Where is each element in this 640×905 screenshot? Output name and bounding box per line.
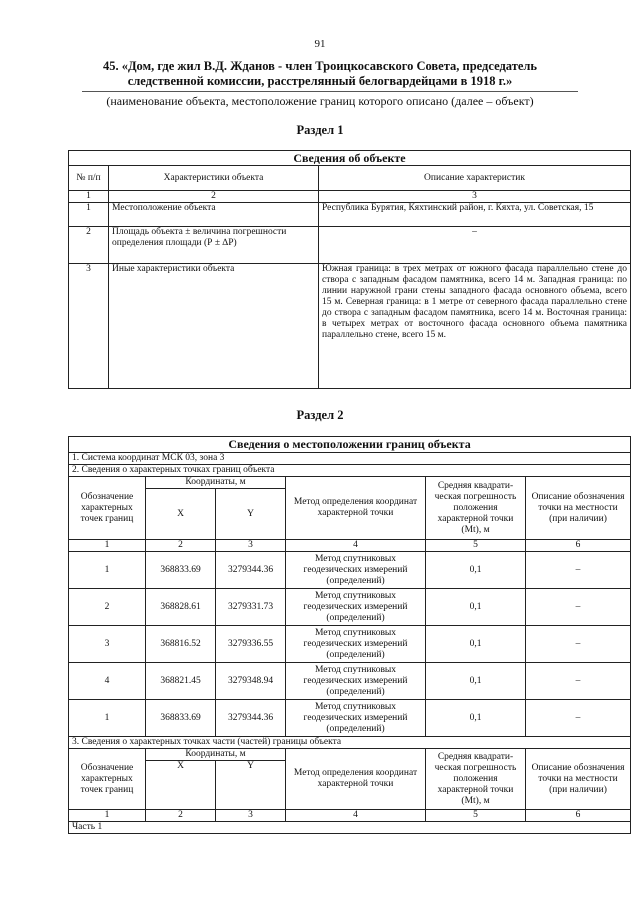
- col-header-characteristic: Характеристики объекта: [109, 166, 319, 191]
- part-header-coords: Координаты, м: [146, 749, 286, 761]
- part-header-description: Описание обозначения точки на местности (при наличии): [526, 749, 631, 810]
- point-method: Метод спутниковых геодезических измерений (определений): [286, 626, 426, 663]
- col-number: 3: [216, 540, 286, 552]
- point-name: 1: [69, 552, 146, 589]
- col-number: 1: [69, 191, 109, 203]
- part-label: Часть 1: [69, 822, 631, 834]
- col-number: 3: [319, 191, 631, 203]
- part-header-error: Средняя квадрати-ческая погрешность положения характерной точки (Mt), м: [426, 749, 526, 810]
- col-number: 5: [426, 540, 526, 552]
- table-row: [69, 589, 631, 626]
- boundary-table: [68, 436, 631, 834]
- col-number: 1: [69, 810, 146, 822]
- row-characteristic: Местоположение объекта: [109, 203, 319, 227]
- points-section-title: 2. Сведения о характерных точках границ объекта: [69, 465, 631, 477]
- col-header-description: Описание характеристик: [319, 166, 631, 191]
- title-underline: [82, 91, 578, 92]
- point-y: 3279348.94: [216, 663, 286, 700]
- point-x: 368833.69: [146, 552, 216, 589]
- col-number: 3: [216, 810, 286, 822]
- point-desc: –: [526, 700, 631, 737]
- row-characteristic: Площадь объекта ± величина погрешности определения площади (Р ± ∆Р): [109, 227, 319, 264]
- col-number: 6: [526, 810, 631, 822]
- header-y: Y: [216, 489, 286, 540]
- col-number: 4: [286, 810, 426, 822]
- object-info-table: [68, 150, 631, 389]
- part-points-section-title: 3. Сведения о характерных точках части (частей) границы объекта: [69, 737, 631, 749]
- point-method: Метод спутниковых геодезических измерений (определений): [286, 552, 426, 589]
- point-y: 3279331.73: [216, 589, 286, 626]
- table-row: [69, 663, 631, 700]
- point-y: 3279336.55: [216, 626, 286, 663]
- table-row: [69, 552, 631, 589]
- section-1-heading: Раздел 1: [296, 123, 344, 137]
- point-name: 2: [69, 589, 146, 626]
- table-row: [69, 700, 631, 737]
- table-row: [69, 264, 631, 389]
- page-number: 91: [314, 38, 326, 50]
- row-num: 1: [69, 203, 109, 227]
- col-number: 4: [286, 540, 426, 552]
- boundary-table-title: Сведения о местоположении границ объекта: [69, 437, 631, 453]
- row-description: Республика Бурятия, Кяхтинский район, г. Кяхта, ул. Советская, 15: [319, 203, 631, 227]
- row-num: 3: [69, 264, 109, 389]
- point-method: Метод спутниковых геодезических измерений (определений): [286, 663, 426, 700]
- point-method: Метод спутниковых геодезических измерений (определений): [286, 700, 426, 737]
- col-number: 1: [69, 540, 146, 552]
- point-y: 3279344.36: [216, 552, 286, 589]
- point-desc: –: [526, 552, 631, 589]
- point-method: Метод спутниковых геодезических измерений (определений): [286, 589, 426, 626]
- point-y: 3279344.36: [216, 700, 286, 737]
- point-x: 368816.52: [146, 626, 216, 663]
- point-error: 0,1: [426, 589, 526, 626]
- table-row: [69, 203, 631, 227]
- col-number: 2: [146, 810, 216, 822]
- point-error: 0,1: [426, 626, 526, 663]
- header-designation: Обозначение характерных точек границ: [69, 477, 146, 540]
- coordinate-system: 1. Система координат МСК 03, зона 3: [69, 453, 631, 465]
- point-desc: –: [526, 626, 631, 663]
- col-header-num: № п/п: [69, 166, 109, 191]
- point-name: 4: [69, 663, 146, 700]
- part-header-designation: Обозначение характерных точек границ: [69, 749, 146, 810]
- header-x: X: [146, 489, 216, 540]
- point-x: 368821.45: [146, 663, 216, 700]
- row-description: Южная граница: в трех метрах от южного фасада параллельно стене до створа с западным фасадом памятника, всего 14 м. Западная граница: по линии наружной грани стены западного фасада основного объема, всего 15 м. Северная граница: в 1 метре от северного фасада параллельно стене до створа с западным фасадом памятника, всего 14 м. Восточная граница: в четырех метрах от восточного фасада основного объема памятника параллельно стене, всего 15 м.: [319, 264, 631, 389]
- table-row: [69, 626, 631, 663]
- header-method: Метод определения координат характерной точки: [286, 477, 426, 540]
- row-num: 2: [69, 227, 109, 264]
- part-header-y: Y: [216, 761, 286, 810]
- point-desc: –: [526, 663, 631, 700]
- table-row: [69, 227, 631, 264]
- point-error: 0,1: [426, 700, 526, 737]
- document-title: 45. «Дом, где жил В.Д. Жданов - член Троицкосавского Совета, председатель следственной комиссии, расстрелянный белогвардейцами в 1918 г.»: [102, 59, 538, 88]
- object-info-table-title: Сведения об объекте: [69, 151, 631, 166]
- header-coords: Координаты, м: [146, 477, 286, 489]
- point-x: 368828.61: [146, 589, 216, 626]
- point-name: 1: [69, 700, 146, 737]
- point-error: 0,1: [426, 552, 526, 589]
- section-2-heading: Раздел 2: [296, 408, 344, 422]
- document-subtitle: (наименование объекта, местоположение границ которого описано (далее – объект): [106, 94, 534, 108]
- point-desc: –: [526, 589, 631, 626]
- part-header-method: Метод определения координат характерной точки: [286, 749, 426, 810]
- point-name: 3: [69, 626, 146, 663]
- col-number: 2: [109, 191, 319, 203]
- header-description: Описание обозначения точки на местности (при наличии): [526, 477, 631, 540]
- row-description: –: [319, 227, 631, 264]
- row-characteristic: Иные характеристики объекта: [109, 264, 319, 389]
- col-number: 5: [426, 810, 526, 822]
- col-number: 6: [526, 540, 631, 552]
- header-error: Средняя квадрати-ческая погрешность положения характерной точки (Mt), м: [426, 477, 526, 540]
- col-number: 2: [146, 540, 216, 552]
- point-x: 368833.69: [146, 700, 216, 737]
- point-error: 0,1: [426, 663, 526, 700]
- part-header-x: X: [146, 761, 216, 810]
